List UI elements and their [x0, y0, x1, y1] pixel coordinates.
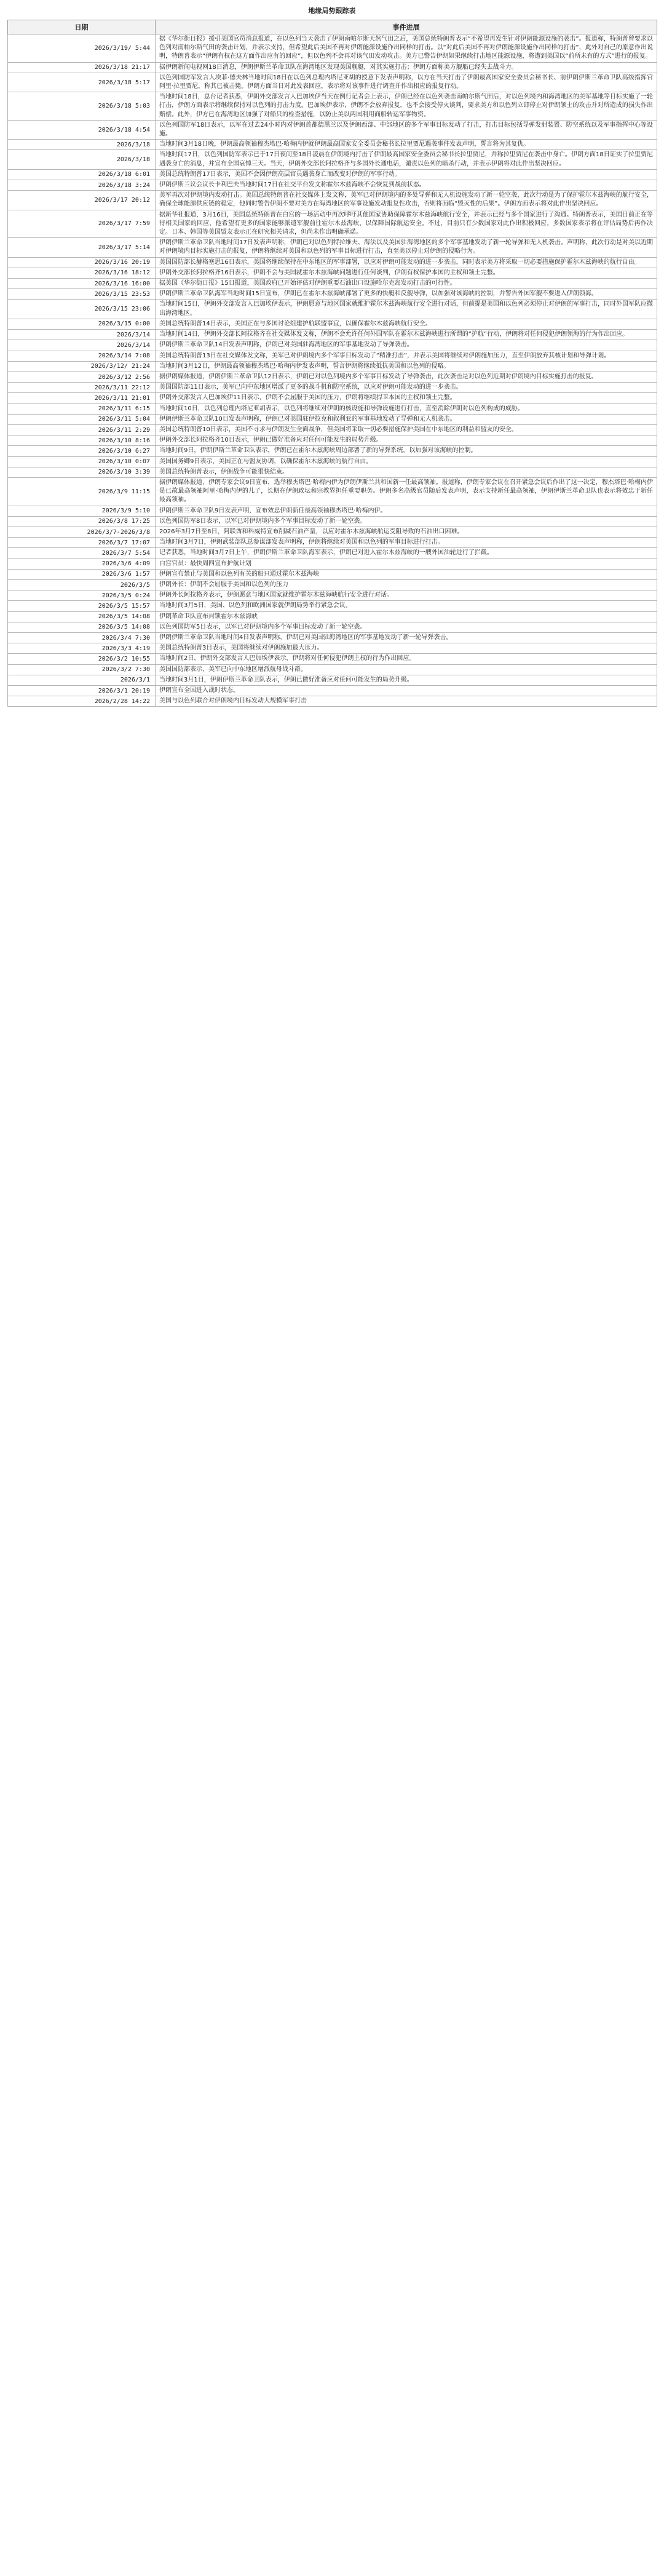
table-row [8, 279, 657, 289]
event-description-cell: 美国总统特朗普表示，伊朗战争可能很快结束。 [156, 467, 657, 477]
event-description-cell: 当地时间14日，伊朗外交部长阿拉格齐在社交媒体发文称，伊朗不会允许任何外国军队在霍尔木兹海峡进行所谓的“护航”行动，伊朗将对任何侵犯伊朗领海的行为作出回应。 [156, 330, 657, 340]
table-row [8, 622, 657, 632]
event-description-cell: 伊朗伊斯兰革命卫队9日发表声明，宣布效忠伊朗新任最高领袖穆杰塔巴·哈梅内伊。 [156, 506, 657, 516]
table-row [8, 180, 657, 191]
event-description-cell: 当地时间10日，以色列总理内塔尼亚胡表示，以色列将继续对伊朗的核设施和导弹设施进行打击，直至消除伊朗对以色列构成的威胁。 [156, 403, 657, 414]
event-date-cell: 2026/3/14 7:08 [8, 351, 156, 361]
event-date-cell: 2026/3/18 [8, 140, 156, 150]
table-row [8, 372, 657, 382]
event-date-cell: 2026/3/6 1:57 [8, 569, 156, 579]
event-date-cell: 2026/3/11 5:04 [8, 414, 156, 424]
event-date-cell: 2026/3/11 2:29 [8, 424, 156, 435]
table-row [8, 403, 657, 414]
table-row [8, 559, 657, 569]
event-description-cell: 伊朗外长阿拉格齐表示，伊朗愿意与地区国家就维护霍尔木兹海峡航行安全进行对话。 [156, 590, 657, 601]
event-date-cell: 2026/3/14 [8, 340, 156, 351]
table-row [8, 268, 657, 278]
table-row [8, 654, 657, 664]
event-description-cell: 美国国防部长赫格塞思16日表示，美国将继续保持在中东地区的军事部署，以应对伊朗可能发动的进一步袭击，同时表示美方将采取一切必要措施保护霍尔木兹海峡的航行自由。 [156, 257, 657, 268]
table-row [8, 590, 657, 601]
table-row [8, 210, 657, 238]
table-row [8, 516, 657, 527]
event-date-cell: 2026/3/15 23:53 [8, 289, 156, 300]
event-description-cell: 伊朗宣布禁止与美国和以色列有关的船只通过霍尔木兹海峡 [156, 569, 657, 579]
event-date-cell: 2026/3/11 22:12 [8, 383, 156, 393]
event-date-cell: 2026/3/14 [8, 330, 156, 340]
table-row [8, 477, 657, 506]
event-description-cell: 伊朗宣布全国进入战时状态。 [156, 686, 657, 696]
event-description-cell: 伊朗伊斯兰革命卫队当地时间4日发表声明称，伊朗已对美国驻海湾地区的军事基地发动了新一轮导弹袭击。 [156, 632, 657, 643]
event-description-cell: 美国总统特朗普17日表示，美国不会因伊朗高层官员遇袭身亡而改变对伊朗的军事行动。 [156, 169, 657, 180]
event-date-cell: 2026/3/8 17:25 [8, 516, 156, 527]
event-description-cell: 当地时间9日，伊朗伊斯兰革命卫队表示，伊朗已在霍尔木兹海峡周边部署了新的导弹系统，以加强对该海峡的控制。 [156, 446, 657, 456]
table-row [8, 686, 657, 696]
table-row [8, 340, 657, 351]
table-row [8, 191, 657, 210]
table-row [8, 330, 657, 340]
event-description-cell: 美国总统特朗普13日在社交媒体发文称，美军已对伊朗境内多个军事目标发动了“精准打击”，并表示美国将继续对伊朗施加压力，直至伊朗放弃其核计划和导弹计划。 [156, 351, 657, 361]
event-description-cell: 伊朗外长：伊朗不会屈服于美国和以色列的压力 [156, 579, 657, 590]
table-row [8, 643, 657, 654]
table-row [8, 238, 657, 257]
event-description-cell: 美国总统特朗普3日表示，美国将继续对伊朗施加最大压力。 [156, 643, 657, 654]
event-date-cell: 2026/3/18 [8, 150, 156, 169]
event-date-cell: 2026/3/17 7:59 [8, 210, 156, 238]
event-date-cell: 2026/3/11 6:15 [8, 403, 156, 414]
event-date-cell: 2026/2/28 14:22 [8, 696, 156, 707]
event-description-cell: 伊朗伊斯兰议会议长卡利巴夫当地时间17日在社交平台发文称霍尔木兹海峡不会恢复到战前状态。 [156, 180, 657, 191]
event-description-cell: 美国总统特朗普14日表示，美国正在与多国讨论组建护航联盟事宜，以确保霍尔木兹海峡航行安全。 [156, 319, 657, 329]
event-description-cell: 当地时间3月1日，伊朗伊斯兰革命卫队表示，伊朗已做好准备应对任何可能发生的局势升级。 [156, 675, 657, 685]
event-description-cell: 当地时间17日，以色列国防军表示已于17日夜间至18日凌晨在伊朗境内打击了伊朗最高国家安全委员会秘书长拉里贾尼，并称拉里贾尼在袭击中身亡。伊朗方面18日证实了拉里贾尼遇袭身亡的消息，并宣布全国哀悼三天。当天，伊朗外交部长阿拉格齐与多国外长通电话，谴责以色列的暗杀行动，并表示伊朗将对此作出坚决回应。 [156, 150, 657, 169]
event-date-cell: 2026/3/4 7:30 [8, 632, 156, 643]
event-date-cell: 2026/3/3 4:19 [8, 643, 156, 654]
event-description-cell: 白宫官员：最快周四宣布护航计划 [156, 559, 657, 569]
event-description-cell: 美国总统特朗普10日表示，美国不寻求与伊朗发生全面战争，但美国将采取一切必要措施保护美国在中东地区的利益和盟友的安全。 [156, 424, 657, 435]
page-title: 地缘局势跟踪表 [308, 7, 356, 15]
event-date-cell: 2026/3/2 10:55 [8, 654, 156, 664]
event-date-cell: 2026/3/10 0:07 [8, 456, 156, 467]
table-row [8, 34, 657, 63]
event-date-cell: 2026/3/15 23:06 [8, 300, 156, 319]
event-description-cell: 据新华社报道，3月16日，美国总统特朗普在白宫的一场活动中再次呼吁其他国家协助保障霍尔木兹海峡航行安全，并表示已经与多个国家进行了沟通。特朗普表示，美国目前正在等待相关国家的回应，他希望有更多的国家能够派遣军舰前往霍尔木兹海峡，以保障国际航运安全。不过，目前只有少数国家对此作出积极回应，多数国家表示将在评估局势后再作决定。日本、韩国等美国盟友表示正在研究相关请求，但尚未作出明确承诺。 [156, 210, 657, 238]
event-table [7, 20, 657, 707]
table-row [8, 92, 657, 121]
table-row [8, 664, 657, 675]
table-row [8, 62, 657, 73]
event-description-cell: 当地时间15日，伊朗外交部发言人巴加埃伊表示，伊朗愿意与地区国家就维护霍尔木兹海峡航行安全进行对话，但前提是美国和以色列必须停止对伊朗的军事打击，同时外国军队应撤出海湾地区。 [156, 300, 657, 319]
date-column-header: 日期 [8, 20, 156, 34]
event-description-cell: 2026年3月7日至8日，阿联酋和科威特宣布削减石油产量，以应对霍尔木兹海峡航运受阻导致的石油出口困难。 [156, 527, 657, 537]
event-date-cell: 2026/3/9 11:15 [8, 477, 156, 506]
event-description-cell: 据伊朗媒体报道，伊朗伊斯兰革命卫队12日表示，伊朗已对以色列境内多个军事目标发动了导弹袭击，此次袭击是对以色列近期对伊朗境内目标实施打击的报复。 [156, 372, 657, 382]
table-row [8, 456, 657, 467]
table-row [8, 150, 657, 169]
table-row [8, 467, 657, 477]
event-description-cell: 美国国防部表示，美军已向中东地区增派航母战斗群。 [156, 664, 657, 675]
table-row [8, 319, 657, 329]
event-description-cell: 当地时间3月12日，伊朗最高领袖穆杰塔巴·哈梅内伊发表声明，誓言伊朗将继续抵抗美国和以色列的侵略。 [156, 361, 657, 372]
event-date-cell: 2026/3/5 0:24 [8, 590, 156, 601]
table-row [8, 300, 657, 319]
event-date-cell: 2026/3/7-2026/3/8 [8, 527, 156, 537]
event-date-cell: 2026/3/5 15:57 [8, 601, 156, 611]
event-description-cell: 美军再次对伊朗境内发动打击。美国总统特朗普在社交媒体上发文称，美军已对伊朗境内的多处导弹和无人机设施发动了新一轮空袭，此次行动是为了保护霍尔木兹海峡的航行安全，确保全球能源供应链的稳定，他同时警告伊朗不要对美方在海湾地区的军事设施发动报复性攻击，否则将面临“毁灭性的后果”。伊朗方面表示将对此作出坚决回应。 [156, 191, 657, 210]
event-description-cell: 伊朗外交部长阿拉格齐16日表示，伊朗不会与美国就霍尔木兹海峡问题进行任何谈判，伊朗有权保护本国的主权和领土完整。 [156, 268, 657, 278]
event-date-cell: 2026/3/18 5:17 [8, 73, 156, 92]
event-date-cell: 2026/3/18 21:17 [8, 62, 156, 73]
event-date-cell: 2026/3/10 6:27 [8, 446, 156, 456]
event-date-cell: 2026/3/2 7:30 [8, 664, 156, 675]
table-row [8, 289, 657, 300]
event-description-cell: 以色列国防军5日表示，以军已对伊朗境内多个军事目标发动了新一轮空袭。 [156, 622, 657, 632]
event-date-cell: 2026/3/7 17:07 [8, 538, 156, 548]
event-description-cell: 伊朗外交部长阿拉格齐10日表示，伊朗已做好准备应对任何可能发生的局势升级。 [156, 435, 657, 446]
event-description-cell: 伊朗伊斯兰革命卫队14日发表声明称，伊朗已对美国驻海湾地区的军事基地发动了导弹袭击。 [156, 340, 657, 351]
event-description-cell: 伊朗伊斯兰革命卫队海军当地时间15日宣布，伊朗已在霍尔木兹海峡部署了更多的快艇和反舰导弹，以加强对该海峡的控制，并警告外国军舰不要进入伊朗领海。 [156, 289, 657, 300]
table-row [8, 569, 657, 579]
event-column-header: 事件进展 [156, 20, 657, 34]
event-description-cell: 当地时间3月7日，伊朗武装部队总参谋部发表声明称，伊朗将继续对美国和以色列的军事目标进行打击。 [156, 538, 657, 548]
event-date-cell: 2026/3/18 3:24 [8, 180, 156, 191]
table-row [8, 393, 657, 403]
event-description-cell: 美国国防部11日表示，美军已向中东地区增派了更多的战斗机和防空系统，以应对伊朗可能发动的进一步袭击。 [156, 383, 657, 393]
table-row [8, 414, 657, 424]
table-row [8, 548, 657, 559]
table-row [8, 424, 657, 435]
event-date-cell: 2026/3/7 5:54 [8, 548, 156, 559]
event-description-cell: 据伊朗媒体报道，伊朗专家会议9日宣布，选举穆杰塔巴·哈梅内伊为伊朗伊斯兰共和国新一任最高领袖。报道称，伊朗专家会议在召开紧急会议后作出了这一决定，穆杰塔巴·哈梅内伊是已故最高领袖阿里·哈梅内伊的儿子，长期在伊朗政坛和宗教界担任重要职务。伊朗多名高级官员随后发表声明，表示支持新任最高领袖，伊朗伊斯兰革命卫队也表示将效忠于新任最高领袖。 [156, 477, 657, 506]
event-date-cell: 2026/3/17 5:14 [8, 238, 156, 257]
event-date-cell: 2026/3/12 2:56 [8, 372, 156, 382]
event-date-cell: 2026/3/1 20:19 [8, 686, 156, 696]
table-row [8, 446, 657, 456]
table-row [8, 361, 657, 372]
event-description-cell: 伊朗伊斯兰革命卫队10日发表声明称，伊朗已对美国驻伊拉克和叙利亚的军事基地发动了导弹和无人机袭击。 [156, 414, 657, 424]
event-description-cell: 以色列国防军发言人埃菲·德夫林当地时间18日在以色列总理内塔尼亚胡的授意下发表声明称，以方在当天打击了伊朗最高国家安全委员会秘书长、前伊朗伊斯兰革命卫队高级指挥官阿里·拉里贾尼，称其已被击毙。伊朗方面当日对此发表回应，表示将对该事件进行调查并作出相应的报复行动。 [156, 73, 657, 92]
event-date-cell: 2026/3/5 14:08 [8, 622, 156, 632]
event-date-cell: 2026/3/5 [8, 579, 156, 590]
table-row [8, 538, 657, 548]
event-description-cell: 当地时间18日，总台记者获悉，伊朗外交部发言人巴加埃伊当天在例行记者会上表示，伊朗已经在以色列袭击南帕尔斯气田后，对以色列境内和海湾地区的美军基地等目标实施了一轮打击，伊朗方面表示将继续保持对以色列的打击力度。巴加埃伊表示，伊朗不会放弃报复，也不会接受停火谈判，要求美方和以色列立即停止对伊朗领土的攻击并对所造成的损失作出赔偿。此外，伊方已在海湾地区加强了对船只的检查措施，以防止美以两国利用商船转运军事物资。 [156, 92, 657, 121]
table-row [8, 351, 657, 361]
event-date-cell: 2026/3/6 4:09 [8, 559, 156, 569]
table-row [8, 120, 657, 139]
event-description-cell: 以色列国防军18日表示，以军在过去24小时内对伊朗首都德黑兰以及伊朗西部、中部地区的多个军事目标发动了打击，打击目标包括导弹发射装置、防空系统以及军事指挥中心等设施。 [156, 120, 657, 139]
event-description-cell: 当地时间3月18日晚，伊朗最高领袖穆杰塔巴·哈梅内伊就伊朗最高国家安全委员会秘书长拉里贾尼遇袭事件发表声明，誓言将为其复仇。 [156, 140, 657, 150]
table-row [8, 527, 657, 537]
event-description-cell: 以色列国防军8日表示，以军已对伊朗境内多个军事目标发动了新一轮空袭。 [156, 516, 657, 527]
event-description-cell: 美国国务卿9日表示，美国正在与盟友协调，以确保霍尔木兹海峡的航行自由。 [156, 456, 657, 467]
event-date-cell: 2026/3/10 3:39 [8, 467, 156, 477]
event-date-cell: 2026/3/16 16:00 [8, 279, 156, 289]
event-date-cell: 2026/3/18 6:01 [8, 169, 156, 180]
event-date-cell: 2026/3/15 0:00 [8, 319, 156, 329]
event-date-cell: 2026/3/9 5:10 [8, 506, 156, 516]
table-row [8, 601, 657, 611]
table-row [8, 140, 657, 150]
event-description-cell: 据美国《华尔街日报》15日报道，美国政府已开始评估对伊朗重要石油出口设施哈尔克岛发动打击的可行性。 [156, 279, 657, 289]
event-date-cell: 2026/3/18 5:03 [8, 92, 156, 121]
table-row [8, 435, 657, 446]
table-row [8, 696, 657, 707]
table-row [8, 383, 657, 393]
event-date-cell: 2026/3/11 21:01 [8, 393, 156, 403]
table-row [8, 73, 657, 92]
event-date-cell: 2026/3/10 8:16 [8, 435, 156, 446]
table-row [8, 675, 657, 685]
table-row [8, 611, 657, 622]
table-row [8, 579, 657, 590]
event-description-cell: 伊朗革命卫队宣布封锁霍尔木兹海峡 [156, 611, 657, 622]
table-row [8, 506, 657, 516]
event-date-cell: 2026/3/18 4:54 [8, 120, 156, 139]
event-description-cell: 伊朗伊斯兰革命卫队当地时间17日发表声明称，伊朗已对以色列特拉维夫、海法以及美国驻海湾地区的多个军事基地发动了新一轮导弹和无人机袭击。声明称，此次行动是对美以近期对伊朗境内目标实施打击的报复，伊朗将继续对美国和以色列的军事目标进行打击，直至美以停止对伊朗的侵略行为。 [156, 238, 657, 257]
event-description-cell: 伊朗外交部发言人巴加埃伊11日表示，伊朗不会屈服于美国的压力，伊朗将继续捍卫本国的主权和领土完整。 [156, 393, 657, 403]
event-description-cell: 记者获悉，当地时间3月7日上午，伊朗伊斯兰革命卫队海军表示，伊朗已对进入霍尔木兹海峡的一艘外国油轮进行了拦截。 [156, 548, 657, 559]
table-row [8, 169, 657, 180]
event-date-cell: 2026/3/5 14:08 [8, 611, 156, 622]
event-date-cell: 2026/3/19/ 5:44 [8, 34, 156, 63]
event-date-cell: 2026/3/12/ 21:24 [8, 361, 156, 372]
event-description-cell: 美国与以色列联合对伊朗境内目标发动大规模军事打击 [156, 696, 657, 707]
table-row [8, 632, 657, 643]
event-date-cell: 2026/3/1 [8, 675, 156, 685]
event-description-cell: 据伊朗新闻电视网18日消息，伊朗伊斯兰革命卫队在海湾地区发现美国舰艇，对其实施打击；伊朗方面称美方舰船已经失去战斗力。 [156, 62, 657, 73]
event-description-cell: 当地时间2日，伊朗外交部发言人巴加埃伊表示，伊朗将对任何侵犯伊朗主权的行为作出回应。 [156, 654, 657, 664]
table-header-row [8, 20, 657, 34]
event-date-cell: 2026/3/17 20:12 [8, 191, 156, 210]
table-row [8, 257, 657, 268]
event-description-cell: 据《华尔街日报》援引美国官员消息报道，在以色列当天袭击了伊朗南帕尔斯天然气田之后，美国总统特朗普表示“不希望再发生针对伊朗能源设施的袭击”。报道称，特朗普曾要求以色列对南帕尔斯气田的袭击计划，并表示支持，但希望此后美国不再对伊朗能源设施作出同样的打击。以“对此后美国不再对伊朗能源设施作出同样的打击”，此外对自己的原意作出说明，特朗普表示“伊朗有权在这方面作出应有的回应”，但以色列不会再对该气田发动攻击。美方已警告伊朗如果继续打击地区能源设施，将遭到美国以“前所未有的方式”进行的报复。 [156, 34, 657, 63]
event-date-cell: 2026/3/16 20:19 [8, 257, 156, 268]
document-page [0, 0, 664, 707]
event-table-body [8, 34, 657, 707]
event-date-cell: 2026/3/16 18:12 [8, 268, 156, 278]
event-description-cell: 当地时间3月5日，美国、以色列和欧洲国家就伊朗局势举行紧急会议。 [156, 601, 657, 611]
